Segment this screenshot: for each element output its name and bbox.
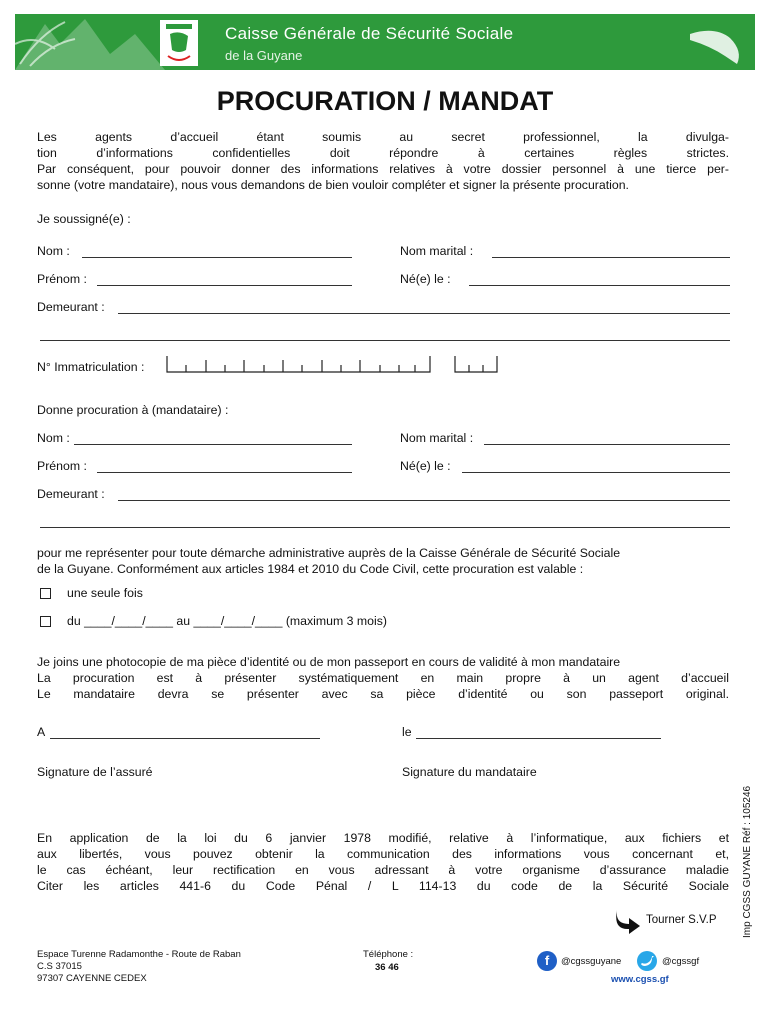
demeurant-field[interactable] (118, 313, 730, 314)
mandataire-demeurant-field[interactable] (118, 500, 730, 501)
intro-line-4: sonne (votre mandataire), nous vous demandons de bien vouloir compléter et signer la présente procuration. (37, 178, 629, 192)
mandataire-prenom-field[interactable] (97, 472, 352, 473)
turn-page-label: Tourner S.V.P (646, 914, 717, 926)
nom-marital-field[interactable] (492, 257, 730, 258)
mandataire-nom-field[interactable] (74, 444, 352, 445)
facebook-icon[interactable]: f (537, 951, 557, 971)
signature-mandataire-label: Signature du mandataire (402, 765, 537, 779)
prenom-label: Prénom : (37, 272, 87, 286)
once-label: une seule fois (67, 586, 143, 600)
mandataire-prenom-label: Prénom : (37, 459, 87, 473)
intro-line-2: tion d’informations confidentielles doit répondre à certaines règles strictes. (37, 146, 729, 160)
joins-line-1: Je joins une photocopie de ma pièce d’identité ou de mon passeport en cours de validité à mon mandataire (37, 655, 621, 669)
footer-phone-number: 36 46 (375, 962, 399, 973)
nom-field[interactable] (82, 257, 352, 258)
signature-assure-label: Signature de l’assuré (37, 765, 153, 779)
nom-label: Nom : (37, 244, 70, 258)
mandataire-demeurant-label: Demeurant : (37, 487, 105, 501)
immatriculation-label: N° Immatriculation : (37, 360, 145, 374)
footer-address-3: 97307 CAYENNE CEDEX (37, 973, 147, 984)
place-field[interactable] (50, 738, 320, 739)
mandataire-nom-marital-label: Nom marital : (400, 431, 474, 445)
period-label: du ____/____/____ au ____/____/____ (maximum 3 mois) (67, 614, 387, 628)
legal-line-2: aux libertés, vous pouvez obtenir la communication des informations vous concernant et, (37, 847, 729, 861)
side-reference: Imp CGSS GUYANE Réf : 105246 (742, 785, 753, 938)
turn-arrow-icon (613, 908, 643, 934)
mandataire-nee-le-field[interactable] (462, 472, 730, 473)
date-label: le (402, 725, 412, 739)
legal-line-4: Citer les articles 441-6 du Code Pénal / L 114-13 du code de la Sécurité Sociale (37, 879, 729, 893)
mandataire-nom-marital-field[interactable] (484, 444, 730, 445)
header-banner (15, 14, 755, 70)
mandataire-label: Donne procuration à (mandataire) : (37, 403, 229, 417)
once-checkbox[interactable] (40, 588, 51, 599)
cgss-logo (160, 20, 198, 66)
toucan-icon (685, 26, 745, 66)
mandataire-nee-le-label: Né(e) le : (400, 459, 451, 473)
validity-line-2: de la Guyane. Conformément aux articles 1984 et 2010 du Code Civil, cette procuration est valable : (37, 562, 584, 576)
nee-le-field[interactable] (469, 285, 730, 286)
org-region: de la Guyane (225, 48, 303, 63)
prenom-field[interactable] (97, 285, 352, 286)
demeurant-field-2[interactable] (40, 340, 730, 341)
palm-illustration (15, 14, 165, 70)
validity-line-1: pour me représenter pour toute démarche administrative auprès de la Caisse Générale de Sécurité Sociale (37, 546, 621, 560)
intro-line-3: Par conséquent, pour pouvoir donner des informations relatives à votre dossier personnel à une tierce per- (37, 162, 729, 176)
immatriculation-boxes[interactable] (165, 356, 505, 374)
demeurant-label: Demeurant : (37, 300, 105, 314)
mandataire-nom-label: Nom : (37, 431, 70, 445)
org-name: Caisse Générale de Sécurité Sociale (225, 24, 514, 43)
facebook-handle[interactable]: @cgssguyane (561, 956, 622, 967)
twitter-handle[interactable]: @cgssgf (662, 956, 700, 967)
footer-phone-label: Téléphone : (363, 949, 414, 960)
nom-marital-label: Nom marital : (400, 244, 474, 258)
joins-line-3: Le mandataire devra se présenter avec sa pièce d’identité ou son passeport original. (37, 687, 729, 701)
footer-address-1: Espace Turenne Radamonthe - Route de Raban (37, 949, 241, 960)
website-link[interactable]: www.cgss.gf (611, 974, 669, 985)
date-field[interactable] (416, 738, 661, 739)
mandataire-demeurant-field-2[interactable] (40, 527, 730, 528)
place-label: A (37, 725, 46, 739)
legal-line-3: le cas échéant, leur rectification en vous adressant à votre organisme d’assurance maladie (37, 863, 729, 877)
period-checkbox[interactable] (40, 616, 51, 627)
legal-line-1: En application de la loi du 6 janvier 1978 modifié, relative à l’informatique, aux fichiers et (37, 831, 729, 845)
page-title: PROCURATION / MANDAT (216, 86, 554, 116)
soussigne-label: Je soussigné(e) : (37, 212, 131, 226)
intro-line-1: Les agents d’accueil étant soumis au secret professionnel, la divulga- (37, 130, 729, 144)
twitter-icon[interactable] (637, 951, 657, 971)
nee-le-label: Né(e) le : (400, 272, 451, 286)
joins-line-2: La procuration est à présenter systématiquement en main propre à un agent d’accueil (37, 671, 729, 685)
footer-address-2: C.S 37015 (37, 961, 82, 972)
